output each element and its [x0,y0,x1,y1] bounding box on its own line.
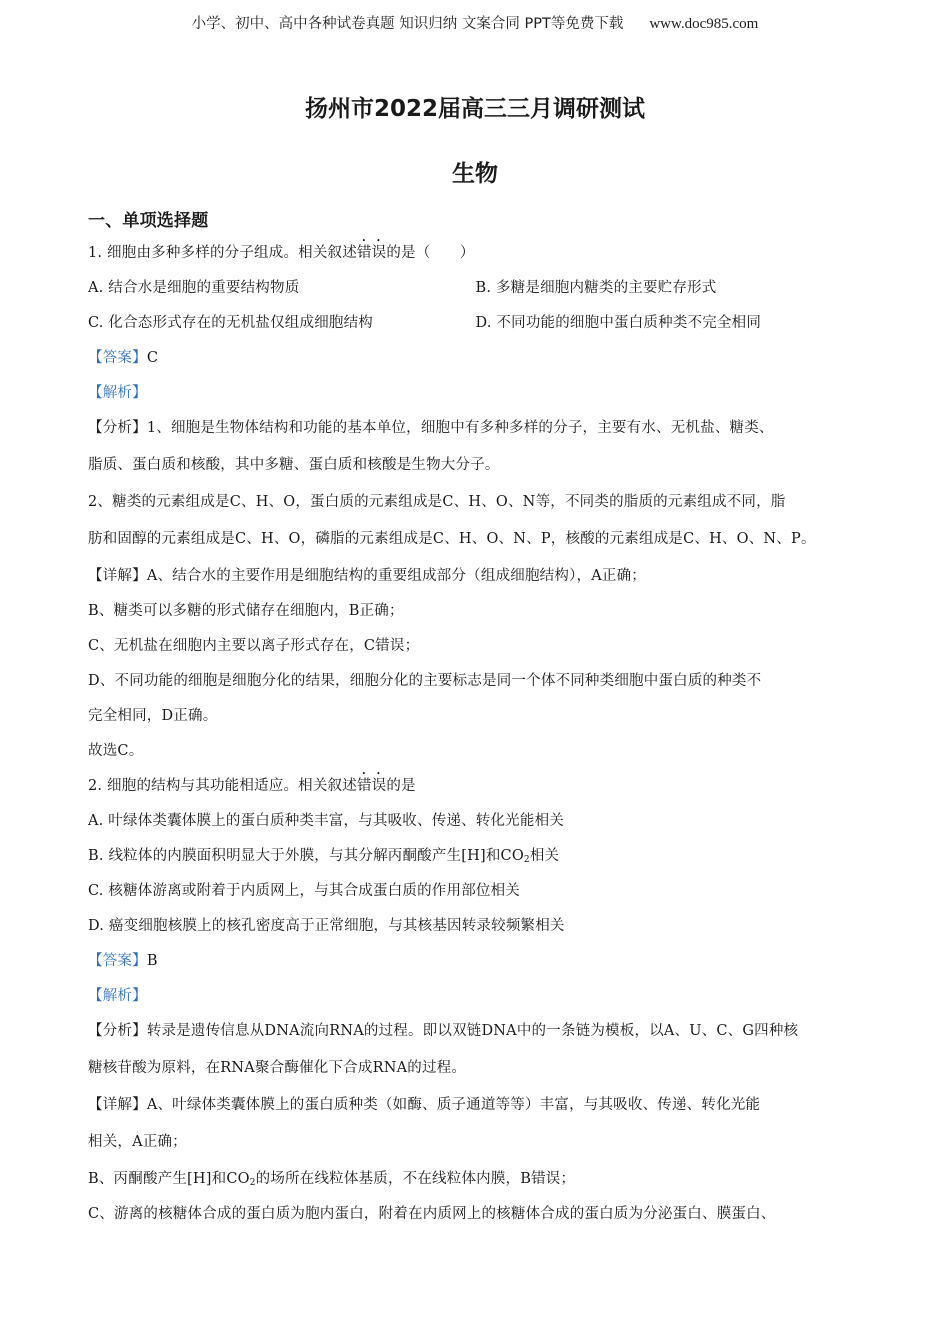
q1-xiangjie-c: C、无机盐在细胞内主要以离子形式存在，C错误； [88,638,420,654]
q2-stem: 2. 细胞的结构与其功能相适应。相关叙述错误的是 [88,778,416,794]
q1-fenxi-3: 2、糖类的元素组成是C、H、O，蛋白质的元素组成是C、H、O、N等，不同类的脂质的元素组成不同，脂 [88,494,786,510]
doc-subtitle: 生物 [452,161,498,187]
q2-answer [88,944,863,979]
q1-xiangjie-d1: D、不同功能的细胞是细胞分化的结果，细胞分化的主要标志是同一个体不同种类细胞中蛋白质的种类不 [88,673,762,689]
q2-analysis-label: 【解析】 [88,988,147,1004]
q1-fenxi-4: 肪和固醇的元素组成是C、H、O，磷脂的元素组成是C、H、O、N、P，核酸的元素组成是C、H、O、N、P。 [88,531,816,547]
q1-answer [88,341,863,376]
q1-options-row-2 [88,306,863,341]
q2-option-d: D. 癌变细胞核膜上的核孔密度高于正常细胞，与其核基因转录较频繁相关 [88,918,565,934]
q2-option-b: B. 线粒体的内膜面积明显大于外膜，与其分解丙酮酸产生[H]和$CO_2$相关 [88,848,560,865]
q1-stem: 1. 细胞由多种多样的分子组成。相关叙述错误的是（ ） [88,245,475,261]
q1-option-b: B. 多糖是细胞内糖类的主要贮存形式 [475,280,717,296]
q1-option-c: C. 化合态形式存在的无机盐仅组成细胞结构 [88,315,373,331]
answer-label: 【答案】 [88,350,147,366]
q2-stem-emphasis: 错误 [356,778,387,794]
q2-answer-value: B [146,953,158,969]
q2-fenxi-2: 糖核苷酸为原料，在RNA聚合酶催化下合成RNA的过程。 [88,1060,467,1076]
section-heading: 一、单项选择题 [88,211,209,231]
q2-option-a: A. 叶绿体类囊体膜上的蛋白质种类丰富，与其吸收、传递、转化光能相关 [88,813,564,829]
q1-xiangjie-a: 【详解】A、结合水的主要作用是细胞结构的重要组成部分（组成细胞结构），A正确； [88,568,647,584]
q1-analysis-label: 【解析】 [88,385,147,401]
q1-conclusion: 故选C。 [88,743,144,759]
header-site[interactable]: www.doc985.com [649,16,759,32]
q2-xiangjie-a2: 相关，A正确； [88,1134,187,1150]
q1-fenxi-2: 脂质、蛋白质和核酸，其中多糖、蛋白质和核酸是生物大分子。 [88,457,500,473]
q2-xiangjie-c: C、游离的核糖体合成的蛋白质为胞内蛋白，附着在内质网上的核糖体合成的蛋白质为分泌蛋白、膜蛋白、 [88,1206,776,1222]
doc-body [88,206,863,1232]
q1-option-a: A. 结合水是细胞的重要结构物质 [88,280,300,296]
doc-title: 扬州市2022届高三三月调研测试 [304,96,645,122]
answer-label: 【答案】 [88,953,147,969]
page-header [0,12,950,33]
q1-answer-value: C [146,350,159,366]
q1-xiangjie-b: B、糖类可以多糖的形式储存在细胞内，B正确； [88,603,404,619]
q2-fenxi-1: 【分析】转录是遗传信息从DNA流向RNA的过程。即以双链DNA中的一条链为模板，以A、U、C、G四种核 [88,1023,799,1039]
q1-option-d: D. 不同功能的细胞中蛋白质种类不完全相同 [475,315,762,331]
header-text: 小学、初中、高中各种试卷真题 知识归纳 文案合同 PPT等免费下载 [191,16,624,32]
q1-stem-emphasis: 错误 [356,245,387,261]
q2-xiangjie-b: B、丙酮酸产生[H]和$CO_2$的场所在线粒体基质，不在线粒体内膜，B错误； [88,1171,576,1188]
q1-options-row-1 [88,271,863,306]
q2-option-c: C. 核糖体游离或附着于内质网上，与其合成蛋白质的作用部位相关 [88,883,520,899]
q1-xiangjie-d2: 完全相同，D正确。 [88,708,218,724]
q2-xiangjie-a1: 【详解】A、叶绿体类囊体膜上的蛋白质种类（如酶、质子通道等等）丰富，与其吸收、传递、转化光能 [88,1097,761,1113]
q1-fenxi-1: 【分析】1、细胞是生物体结构和功能的基本单位，细胞中有多种多样的分子，主要有水、无机盐、糖类、 [88,420,774,436]
